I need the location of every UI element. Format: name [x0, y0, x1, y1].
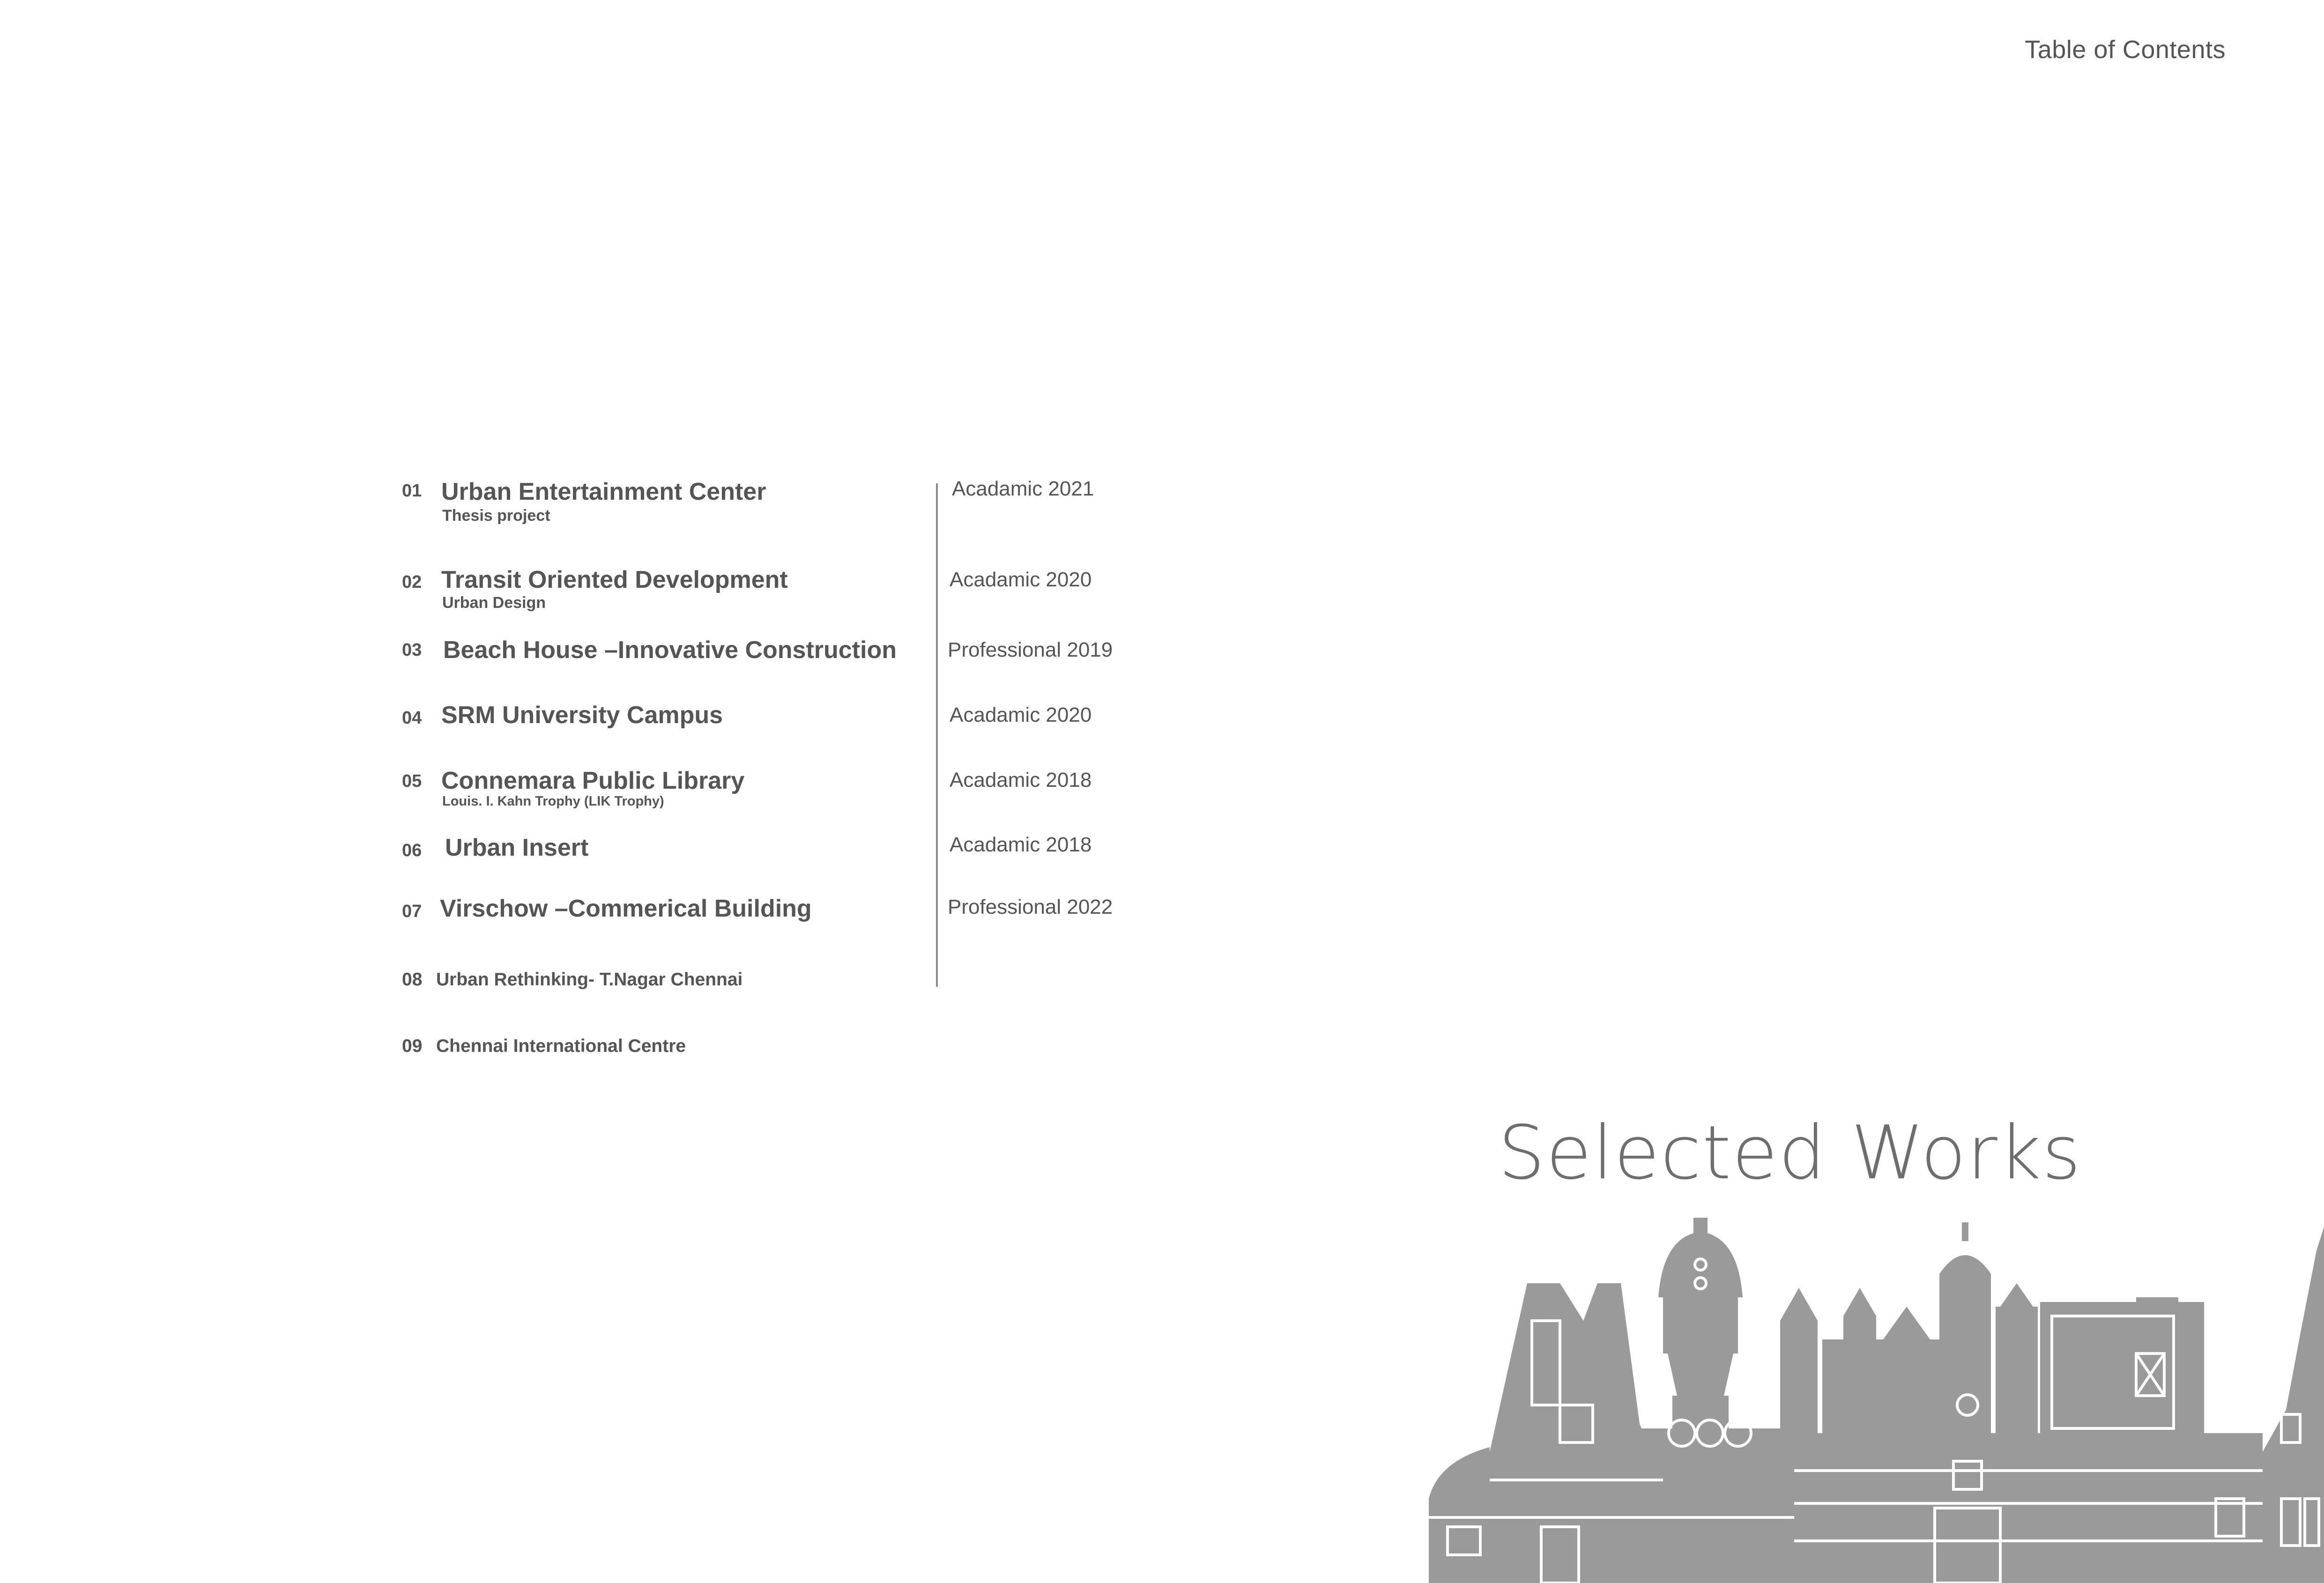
table-of-contents: [0, 0, 1405, 1124]
entry-year: Acadamic 2020: [950, 568, 1092, 591]
city-skyline-illustration: [1419, 1218, 2324, 1583]
entry-number: 09: [402, 1036, 423, 1056]
entry-title: Beach House –Innovative Construction: [443, 636, 897, 664]
entry-number: 01: [402, 481, 422, 501]
column-divider: [936, 483, 938, 987]
entry-year: Professional 2019: [948, 638, 1113, 661]
entry-title: Transit Oriented Development: [441, 566, 788, 593]
entry-year: Acadamic 2018: [950, 833, 1092, 856]
entry-subtitle: Louis. I. Kahn Trophy (LIK Trophy): [442, 794, 664, 809]
entry-year: Acadamic 2020: [950, 703, 1092, 726]
entry-year: Professional 2022: [948, 895, 1113, 918]
entry-title: Urban Entertainment Center: [441, 478, 766, 505]
page-header-title: Table of Contents: [2025, 36, 2226, 64]
entry-title: Connemara Public Library: [441, 767, 745, 794]
entry-number: 07: [402, 902, 422, 921]
cover-title: Selected Works: [1498, 1110, 2082, 1196]
entry-year: Acadamic 2018: [950, 769, 1092, 792]
entry-title: Virschow –Commerical Building: [440, 895, 812, 922]
entry-number: 06: [402, 841, 422, 860]
entry-number: 05: [402, 771, 422, 791]
entry-number: 02: [402, 572, 422, 592]
entry-number: 03: [402, 640, 422, 660]
entry-title: SRM University Campus: [441, 702, 723, 729]
entry-title: Urban Rethinking- T.Nagar Chennai: [436, 969, 743, 990]
entry-number: 04: [402, 708, 422, 728]
entry-title: Urban Insert: [445, 834, 589, 861]
entry-subtitle: Urban Design: [442, 594, 546, 612]
entry-number: 08: [402, 969, 423, 990]
entry-title: Chennai International Centre: [436, 1036, 686, 1056]
entry-year: Acadamic 2021: [952, 477, 1094, 500]
entry-subtitle: Thesis project: [442, 507, 550, 525]
